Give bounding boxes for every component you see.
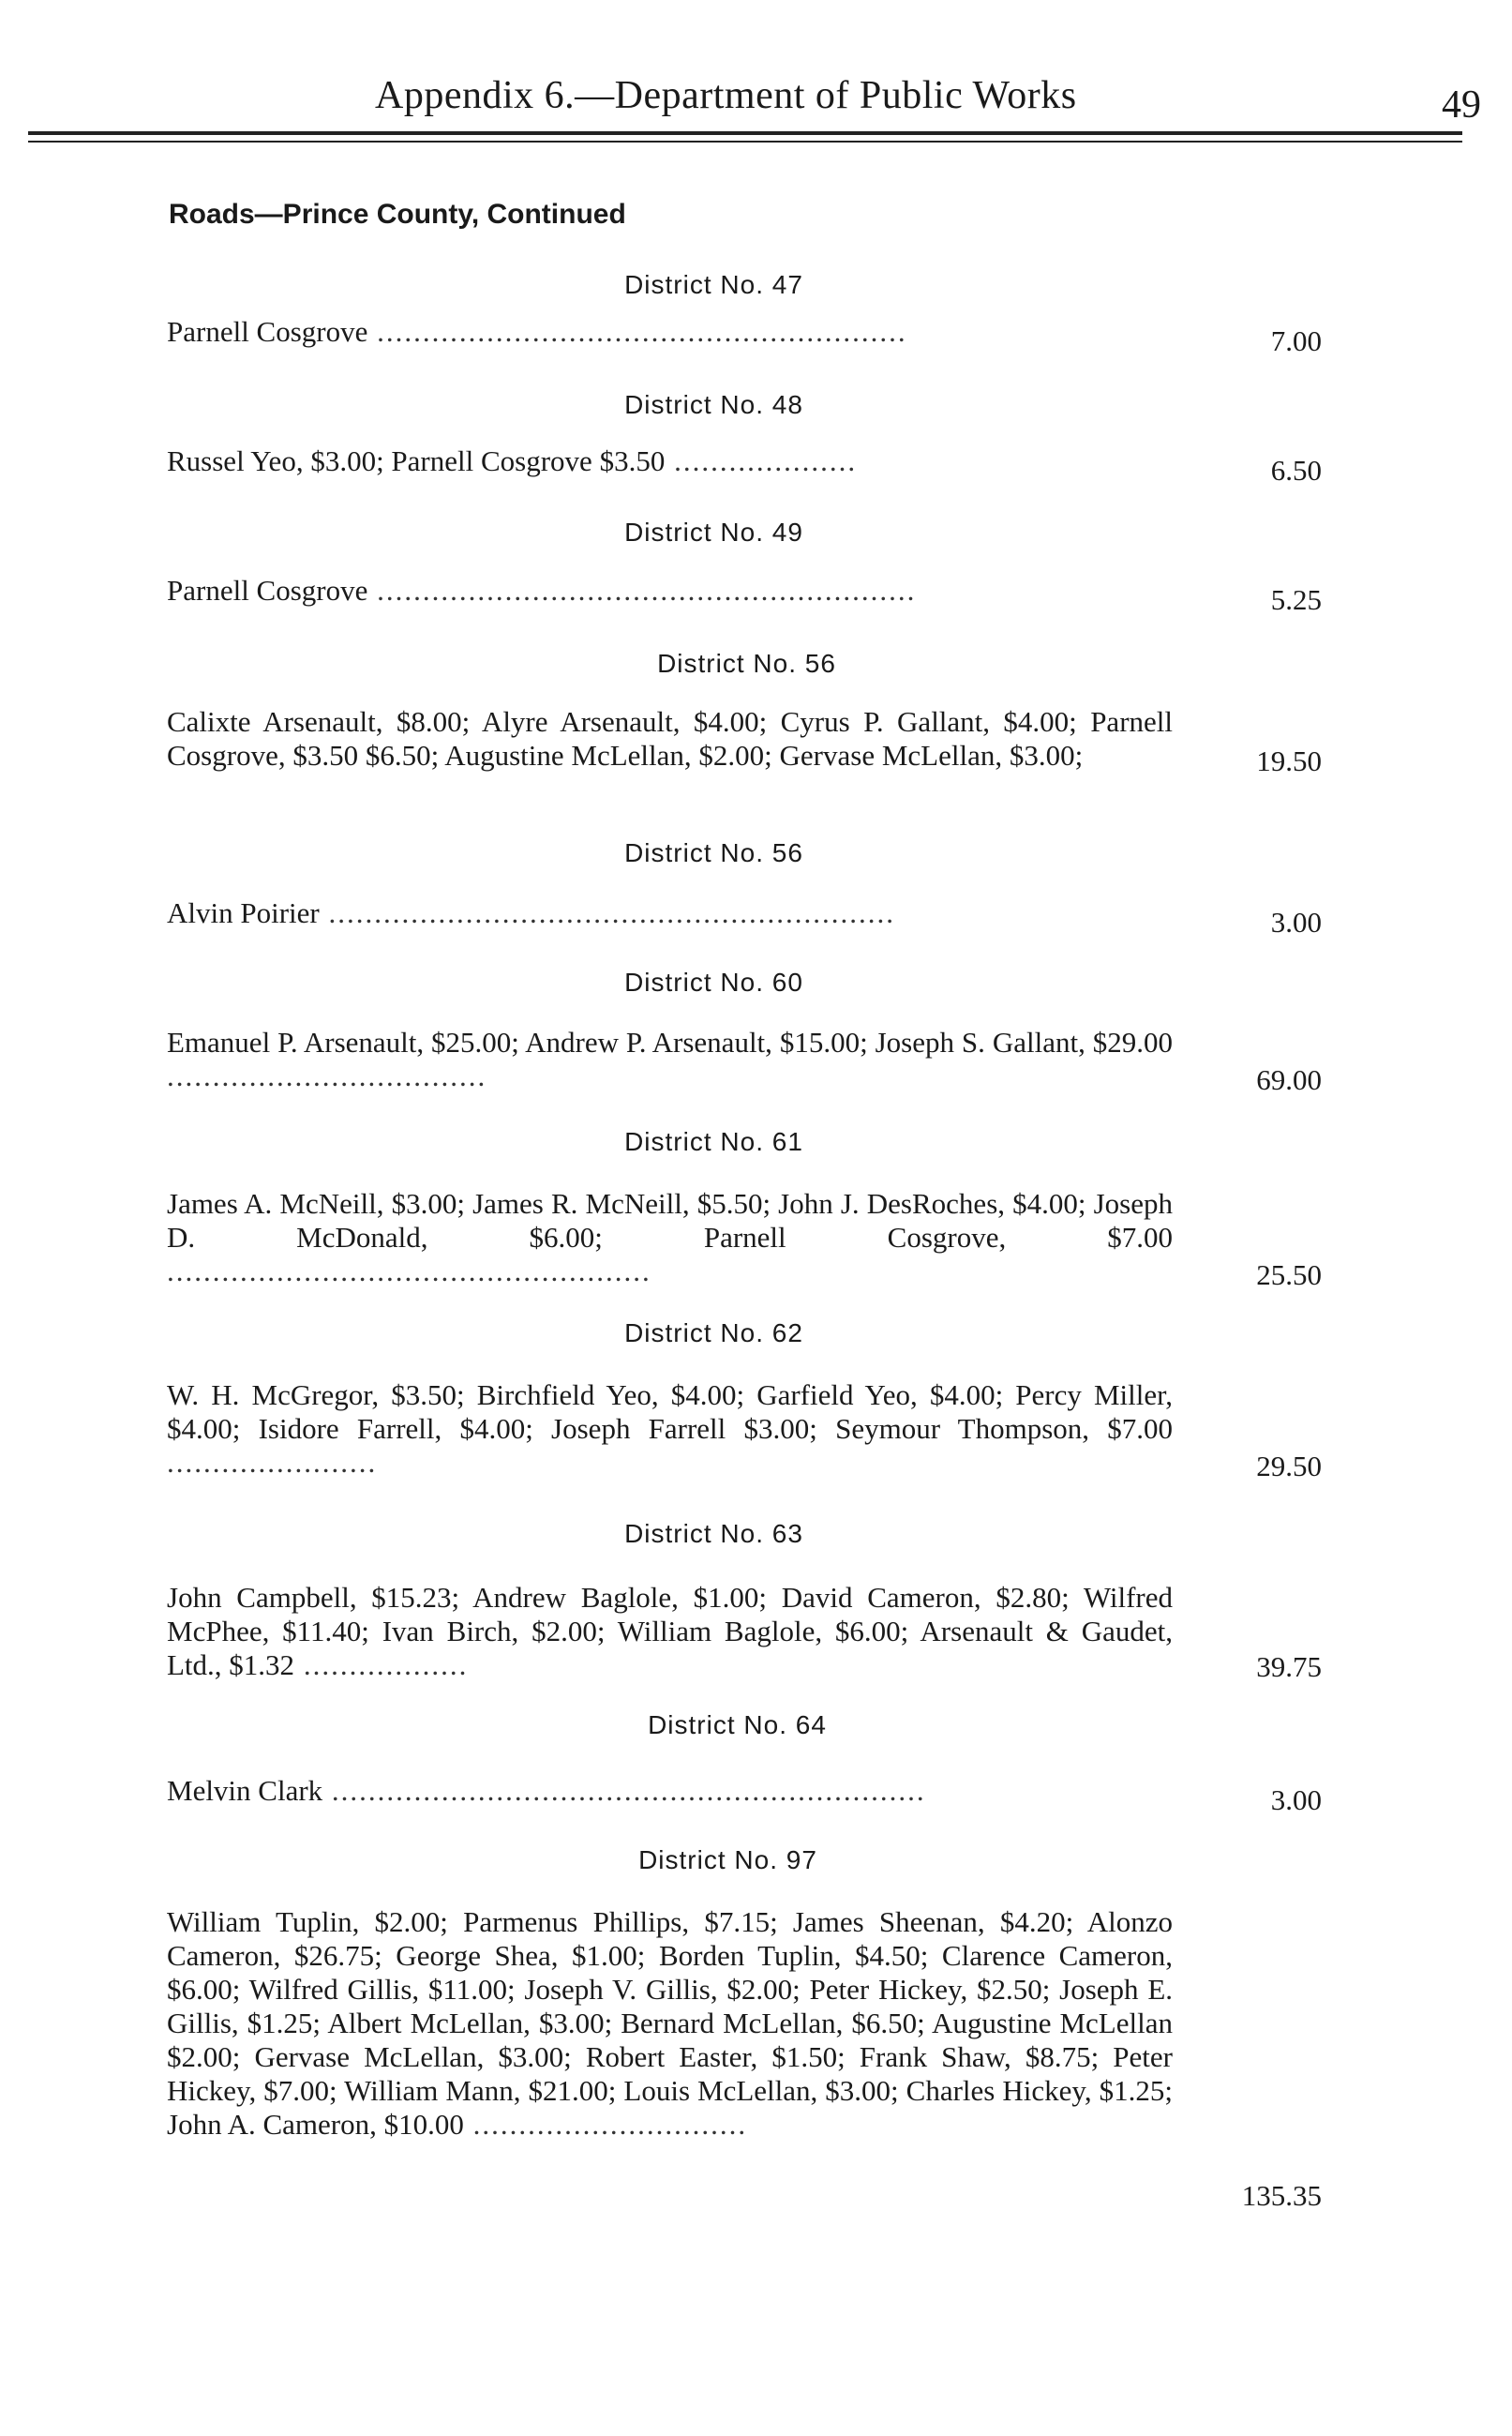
district-entry xyxy=(167,705,1173,773)
district-heading: District No. 64 xyxy=(648,1710,827,1739)
entry-text: James A. McNeill, $3.00; James R. McNeill, $5.50; John J. DesRoches, $4.00; Joseph D. McDonald, $6.00; Parnell Cosgrove, $7.00 xyxy=(167,1187,1173,1254)
district-entry: Parnell Cosgrove .......................................................... xyxy=(167,315,907,348)
entry-text: John Campbell, $15.23; Andrew Baglole, $1.00; David Cameron, $2.80; Wilfred McPhee, $11.40; Ivan Birch, $2.00; William Baglole, $6.00; Arsenault & Gaudet, Ltd., $1.32 xyxy=(167,1581,1173,1681)
entry-amount: 69.00 xyxy=(1256,1063,1322,1096)
district-heading: District No. 60 xyxy=(624,968,803,997)
district-heading: District No. 62 xyxy=(624,1318,803,1347)
district-entry: Emanuel P. Arsenault, $25.00; Andrew P. Arsenault, $15.00; Joseph S. Gallant, $29.00 ................................... xyxy=(167,1026,1173,1092)
section-title: Roads—Prince County, Continued xyxy=(169,199,626,230)
district-entry: James A. McNeill, $3.00; James R. McNeill, $5.50; John J. DesRoches, $4.00; Joseph D. McDonald, $6.00; Parnell Cosgrove, $7.00 ..................................................... xyxy=(167,1187,1173,1287)
entry-amount: 135.35 xyxy=(1241,2179,1322,2212)
district-entry: Melvin Clark ................................................................. xyxy=(167,1774,926,1807)
header-rule xyxy=(28,131,1462,135)
district-entry: Parnell Cosgrove ........................................................... xyxy=(167,574,917,607)
district-heading: District No. 56 xyxy=(657,649,836,678)
entry-amount: 19.50 xyxy=(1256,744,1322,777)
entry-amount: 7.00 xyxy=(1270,324,1322,357)
entry-text: W. H. McGregor, $3.50; Birchfield Yeo, $4.00; Garfield Yeo, $4.00; Percy Miller, $4.00; Isidore Farrell, $4.00; Joseph Farrell $3.00; Seymour Thompson, $7.00 xyxy=(167,1378,1173,1445)
entry-amount: 29.50 xyxy=(1256,1450,1322,1482)
entry-amount: 6.50 xyxy=(1270,454,1322,487)
entry-text: Calixte Arsenault, $8.00; Alyre Arsenault, $4.00; Cyrus P. Gallant, $4.00; Parnell Cosgrove, $3.50 $6.50; Augustine McLellan, $2.00; Gervase McLellan, $3.00; xyxy=(167,705,1173,772)
entry-text: Alvin Poirier xyxy=(167,896,320,929)
district-heading: District No. 49 xyxy=(624,518,803,547)
district-heading: District No. 61 xyxy=(624,1127,803,1156)
district-heading: District No. 48 xyxy=(624,390,803,419)
entry-text: William Tuplin, $2.00; Parmenus Phillips, $7.15; James Sheenan, $4.20; Alonzo Cameron, $26.75; George Shea, $1.00; Borden Tuplin, $4.50; Clarence Cameron, $6.00; Wilfred Gillis, $11.00; Joseph V. Gillis, $2.00; Peter Hickey, $2.50; Joseph E. Gillis, $1.25; Albert McLellan, $3.00; Bernard McLellan, $6.50; Augustine McLellan $2.00; Gervase McLellan, $3.00; Robert Easter, $1.50; Frank Shaw, $8.75; Peter Hickey, $7.00; William Mann, $21.00; Louis McLellan, $3.00; Charles Hickey, $1.25; John A. Cameron, $10.00 xyxy=(167,1905,1173,2141)
district-heading: District No. 97 xyxy=(638,1845,817,1874)
entry-text: Russel Yeo, $3.00; Parnell Cosgrove $3.50 xyxy=(167,444,666,477)
header-rule-thin xyxy=(28,141,1462,143)
district-entry: Alvin Poirier .............................................................. xyxy=(167,896,895,929)
entry-amount: 25.50 xyxy=(1256,1258,1322,1291)
entry-amount: 5.25 xyxy=(1270,583,1322,616)
district-entry: John Campbell, $15.23; Andrew Baglole, $1.00; David Cameron, $2.80; Wilfred McPhee, $11.40; Ivan Birch, $2.00; William Baglole, $6.00; Arsenault & Gaudet, Ltd., $1.32 .................. xyxy=(167,1581,1173,1681)
district-entry: W. H. McGregor, $3.50; Birchfield Yeo, $4.00; Garfield Yeo, $4.00; Percy Miller, $4.00; Isidore Farrell, $4.00; Joseph Farrell $3.00; Seymour Thompson, $7.00 ....................... xyxy=(167,1378,1173,1479)
page-number: 49 xyxy=(1442,83,1481,127)
entry-text: Melvin Clark xyxy=(167,1774,323,1807)
entry-amount: 3.00 xyxy=(1270,1783,1322,1816)
entry-text: Parnell Cosgrove xyxy=(167,574,368,607)
entry-amount: 39.75 xyxy=(1256,1650,1322,1683)
district-heading: District No. 47 xyxy=(624,270,803,299)
running-head: Appendix 6.—Department of Public Works xyxy=(375,74,1077,117)
district-heading: District No. 63 xyxy=(624,1519,803,1548)
district-entry: William Tuplin, $2.00; Parmenus Phillips, $7.15; James Sheenan, $4.20; Alonzo Cameron, $26.75; George Shea, $1.00; Borden Tuplin, $4.50; Clarence Cameron, $6.00; Wilfred Gillis, $11.00; Joseph V. Gillis, $2.00; Peter Hickey, $2.50; Joseph E. Gillis, $1.25; Albert McLellan, $3.00; Bernard McLellan, $6.50; Augustine McLellan $2.00; Gervase McLellan, $3.00; Robert Easter, $1.50; Frank Shaw, $8.75; Peter Hickey, $7.00; William Mann, $21.00; Louis McLellan, $3.00; Charles Hickey, $1.25; John A. Cameron, $10.00 .............................. xyxy=(167,1905,1173,2141)
entry-amount: 3.00 xyxy=(1270,906,1322,939)
district-entry: Russel Yeo, $3.00; Parnell Cosgrove $3.50 .................... xyxy=(167,444,858,477)
entry-text: Emanuel P. Arsenault, $25.00; Andrew P. Arsenault, $15.00; Joseph S. Gallant, $29.00 xyxy=(167,1026,1173,1059)
entry-text: Parnell Cosgrove xyxy=(167,315,368,348)
district-heading: District No. 56 xyxy=(624,838,803,867)
